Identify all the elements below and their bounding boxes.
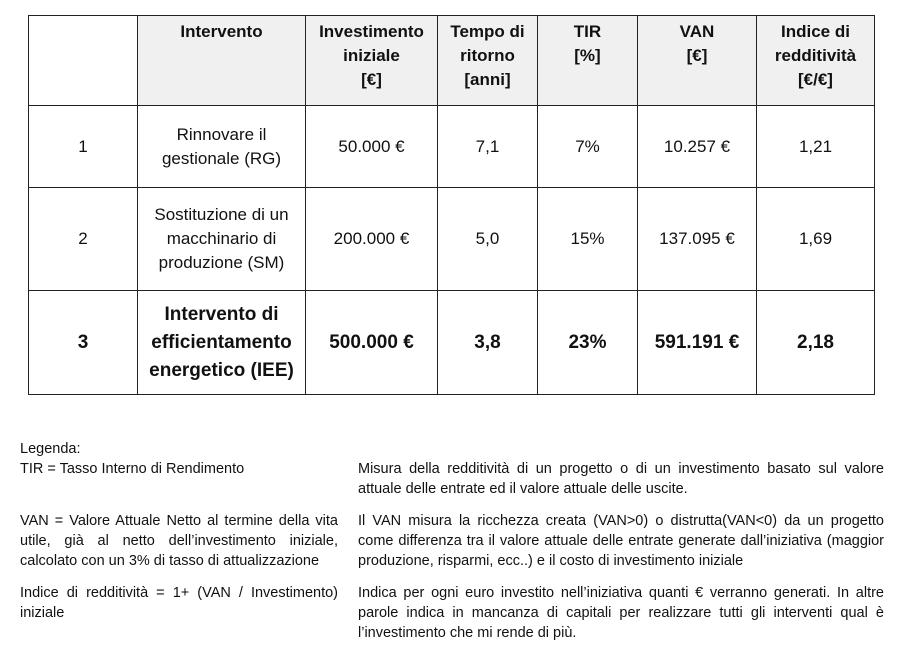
header-tempo: Tempo di ritorno [anni] xyxy=(438,16,538,106)
legend xyxy=(20,439,884,643)
header-intervento: Intervento xyxy=(138,16,306,106)
header-van: VAN [€] xyxy=(638,16,757,106)
van-cell: 137.095 € xyxy=(638,188,757,291)
legend-term: VAN = Valore Attuale Netto al termine della vita utile, già al netto dell’investimento iniziale, calcolato con un 3% di tasso di attualizzazione xyxy=(20,513,338,569)
table-row xyxy=(29,106,875,188)
investimento-cell: 200.000 € xyxy=(306,188,438,291)
legend-title: Legenda: xyxy=(20,441,81,457)
intervento-cell: Sostituzione di un macchinario di produzione (SM) xyxy=(138,188,306,291)
indice-cell: 1,21 xyxy=(757,106,875,188)
legend-item-van xyxy=(20,511,884,571)
tir-cell: 7% xyxy=(538,106,638,188)
intervento-cell: Intervento di efficientamento energetico (IEE) xyxy=(138,291,306,395)
indice-cell: 1,69 xyxy=(757,188,875,291)
row-number: 2 xyxy=(29,188,138,291)
table-row xyxy=(29,188,875,291)
header-investimento: Investimento iniziale [€] xyxy=(306,16,438,106)
investimento-cell: 500.000 € xyxy=(306,291,438,395)
legend-term: Indice di redditività = 1+ (VAN / Investimento) iniziale xyxy=(20,585,338,621)
legend-description: Misura della redditività di un progetto o di un investimento basato sul valore attuale delle entrate ed il valore attuale delle uscite. xyxy=(358,461,884,497)
tempo-cell: 3,8 xyxy=(438,291,538,395)
table-row xyxy=(29,291,875,395)
legend-item-indice xyxy=(20,583,884,643)
tir-cell: 15% xyxy=(538,188,638,291)
tempo-cell: 7,1 xyxy=(438,106,538,188)
legend-term: TIR = Tasso Interno di Rendimento xyxy=(20,461,245,477)
tir-cell: 23% xyxy=(538,291,638,395)
legend-description: Indica per ogni euro investito nell’iniziativa quanti € verranno generati. In altre parole indica in mancanza di capitali per realizzare tutti gli interventi qual è l’investimento che mi rende di più. xyxy=(358,585,884,641)
header-row xyxy=(29,16,875,106)
intervento-cell: Rinnovare il gestionale (RG) xyxy=(138,106,306,188)
investimento-cell: 50.000 € xyxy=(306,106,438,188)
van-cell: 591.191 € xyxy=(638,291,757,395)
interventions-table xyxy=(28,15,875,395)
tempo-cell: 5,0 xyxy=(438,188,538,291)
legend-description: Il VAN misura la ricchezza creata (VAN>0) o distrutta(VAN<0) da un progetto come differenza tra il valore attuale delle entrate generate dall’iniziativa (maggior produzione, risparmi, ecc..) e il costo di investimento iniziale xyxy=(358,513,884,569)
legend-item-tir xyxy=(20,459,884,499)
row-number: 3 xyxy=(29,291,138,395)
header-indice: Indice di redditività [€/€] xyxy=(757,16,875,106)
van-cell: 10.257 € xyxy=(638,106,757,188)
indice-cell: 2,18 xyxy=(757,291,875,395)
header-blank xyxy=(29,16,138,106)
row-number: 1 xyxy=(29,106,138,188)
header-tir: TIR [%] xyxy=(538,16,638,106)
